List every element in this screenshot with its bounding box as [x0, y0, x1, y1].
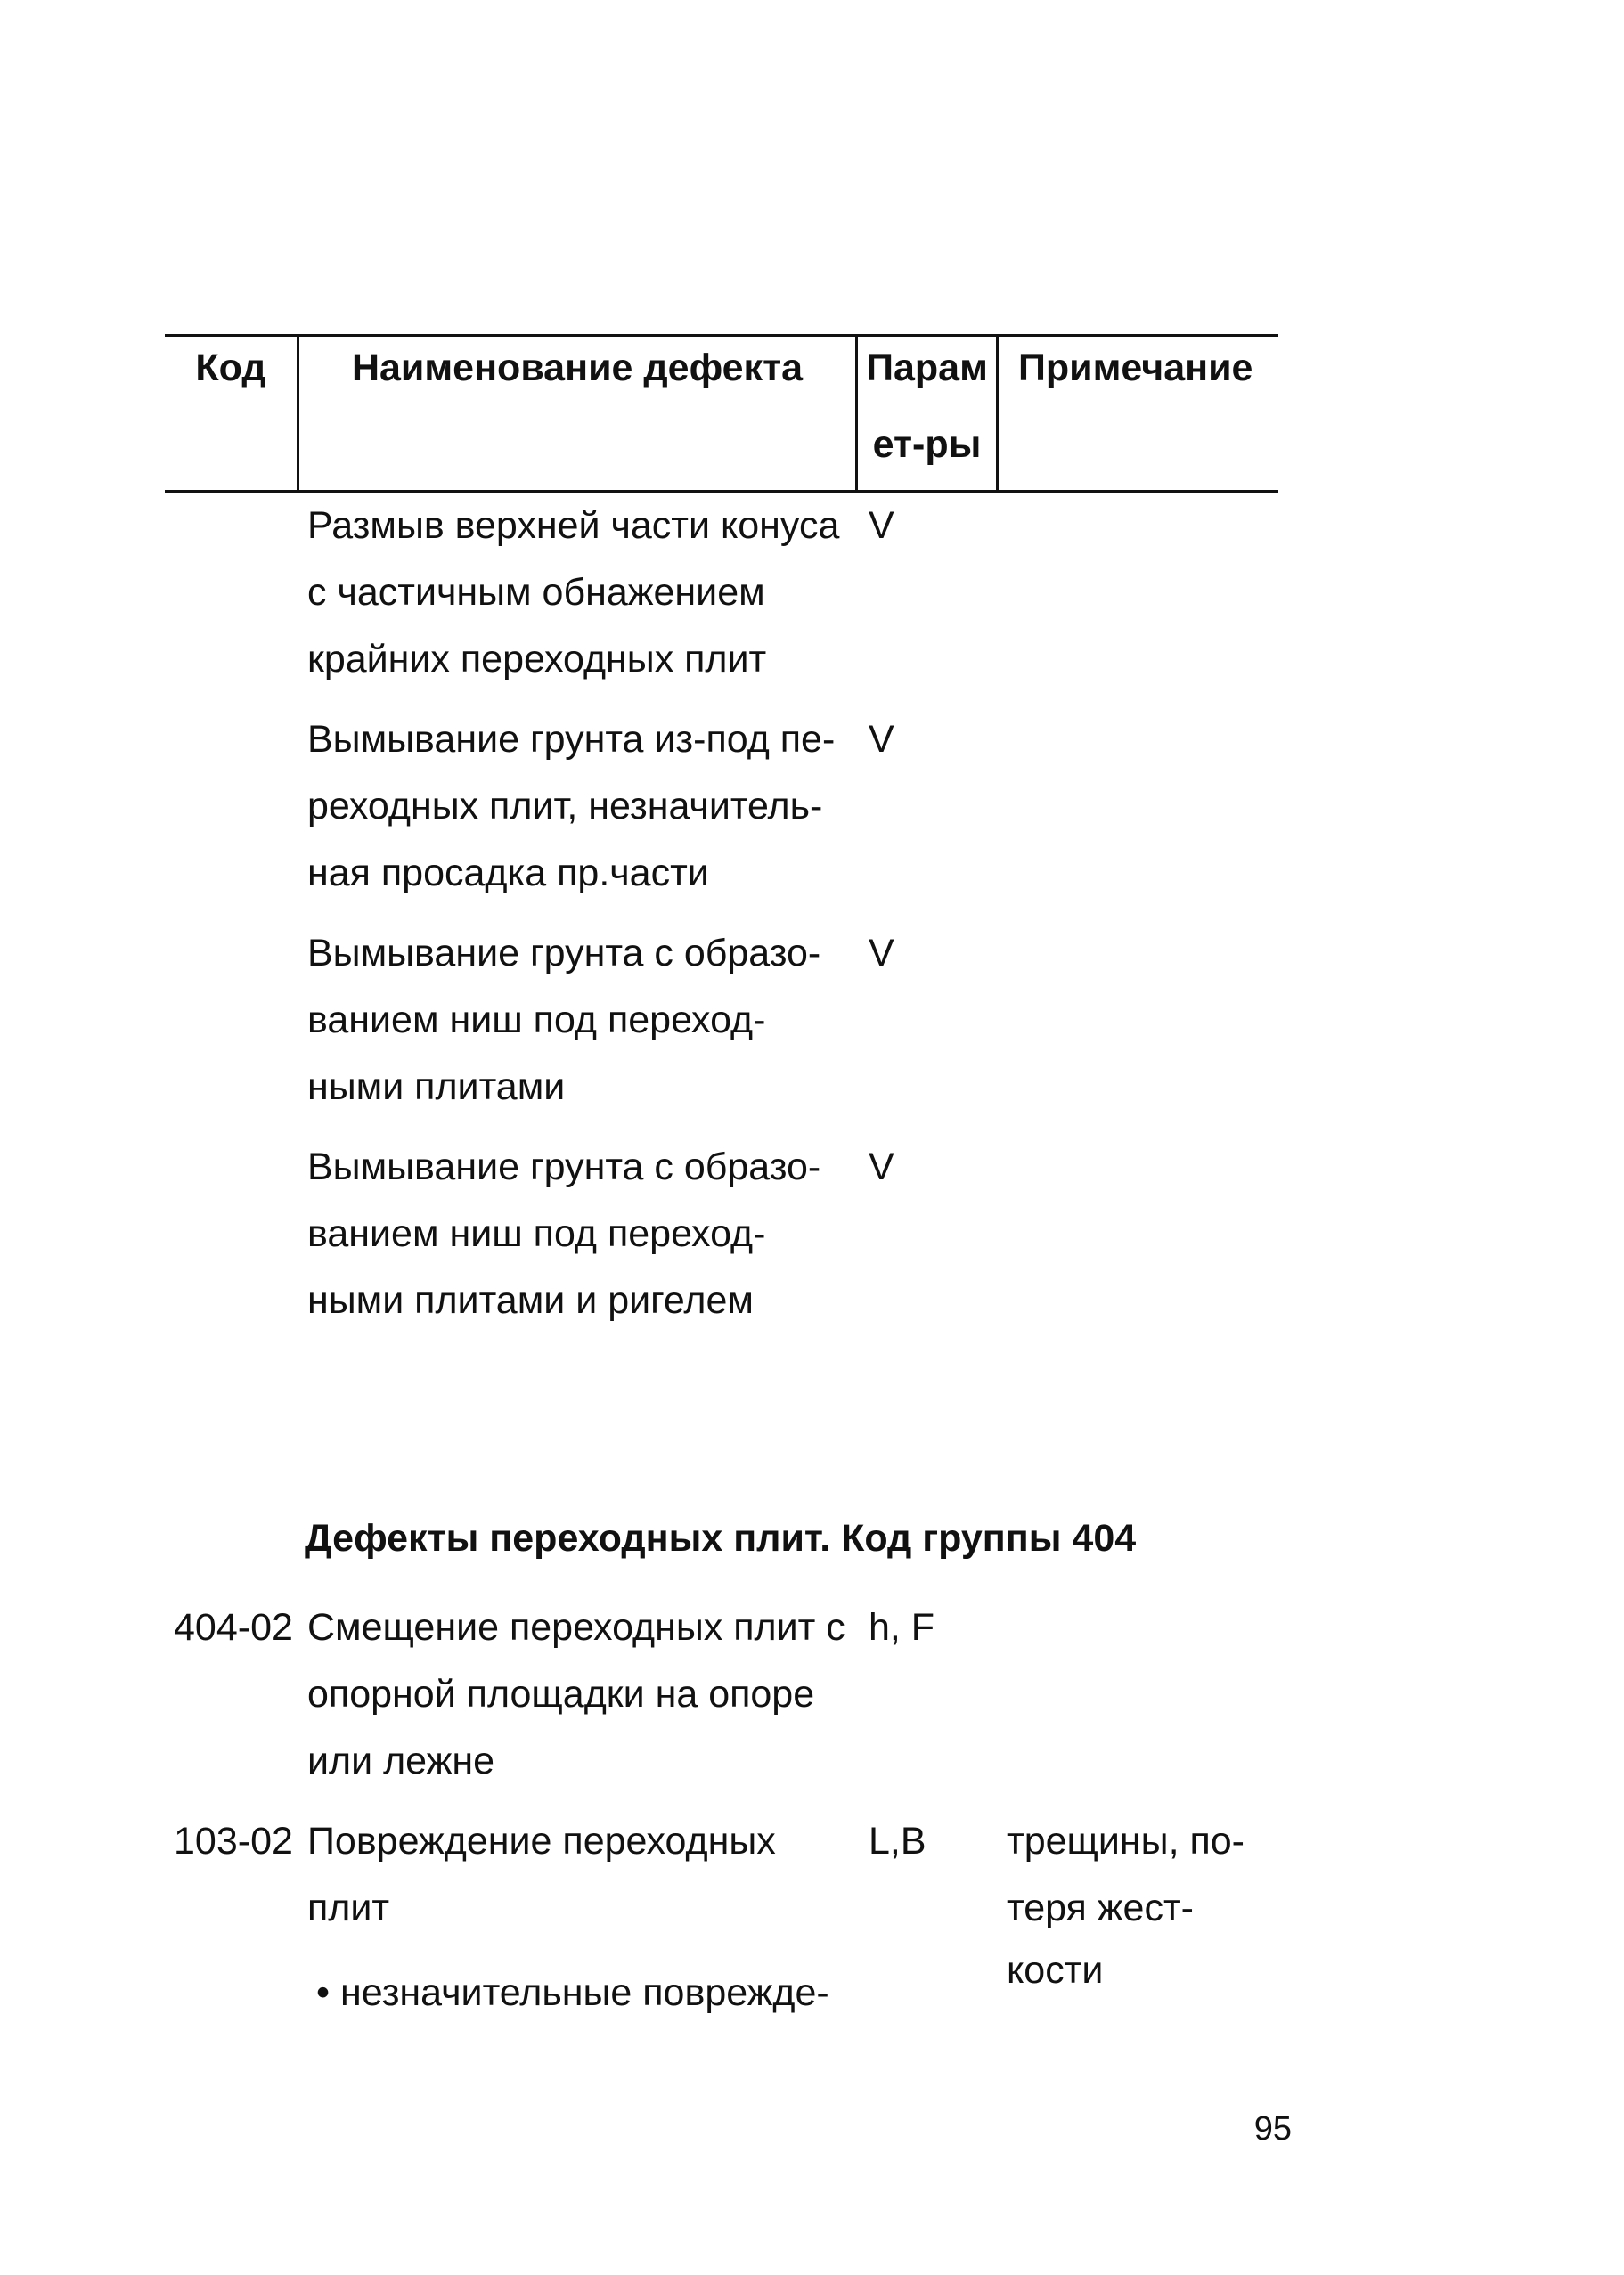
defect-name-line: плит [307, 1887, 390, 1929]
defect-note-line: кости [1007, 1949, 1104, 1992]
header-code: Код [195, 347, 266, 389]
defect-name-line: реходных плит, незначитель- [307, 785, 823, 828]
header-params-line1: Парам [866, 347, 988, 389]
defect-name-line: ными плитами [307, 1065, 566, 1108]
bullet-item: • незначительные поврежде- [316, 1971, 829, 2014]
defect-param: h, F [869, 1606, 935, 1649]
defect-name-line: ванием ниш под переход- [307, 999, 766, 1041]
defect-name-line: ными плитами и ригелем [307, 1279, 754, 1322]
defect-param: L,B [869, 1820, 926, 1863]
header-params-line2: ет-ры [872, 423, 982, 466]
defect-name-line: ная просадка пр.части [307, 852, 709, 894]
defect-name-line: Размыв верхней части конуса [307, 504, 840, 547]
header-name: Наименование дефекта [351, 347, 804, 389]
header-note: Примечание [1018, 347, 1253, 389]
defect-name-line: Смещение переходных плит с [307, 1606, 845, 1649]
defect-note-line: трещины, по- [1007, 1820, 1245, 1863]
defect-name-line: Вымывание грунта с образо- [307, 932, 821, 974]
defect-note-line: теря жест- [1007, 1887, 1194, 1929]
defect-param: V [869, 1146, 894, 1188]
defect-name-line: с частичным обнажением [307, 571, 765, 614]
page-number: 95 [1253, 2110, 1292, 2148]
defect-name-line: Повреждение переходных [307, 1820, 776, 1863]
defect-name-line: ванием ниш под переход- [307, 1212, 766, 1255]
defect-param: V [869, 504, 894, 547]
defect-name-line: Вымывание грунта из-под пе- [307, 718, 836, 761]
defect-param: V [869, 718, 894, 761]
defect-name-line: или лежне [307, 1740, 495, 1782]
defect-name-line: Вымывание грунта с образо- [307, 1146, 821, 1188]
defect-param: V [869, 932, 894, 974]
section-title: Дефекты переходных плит. Код группы 404 [305, 1517, 1137, 1560]
defect-code: 103-02 [174, 1820, 293, 1863]
defect-code: 404-02 [174, 1606, 293, 1649]
defect-name-line: крайних переходных плит [307, 638, 767, 681]
defect-name-line: опорной площадки на опоре [307, 1673, 815, 1716]
